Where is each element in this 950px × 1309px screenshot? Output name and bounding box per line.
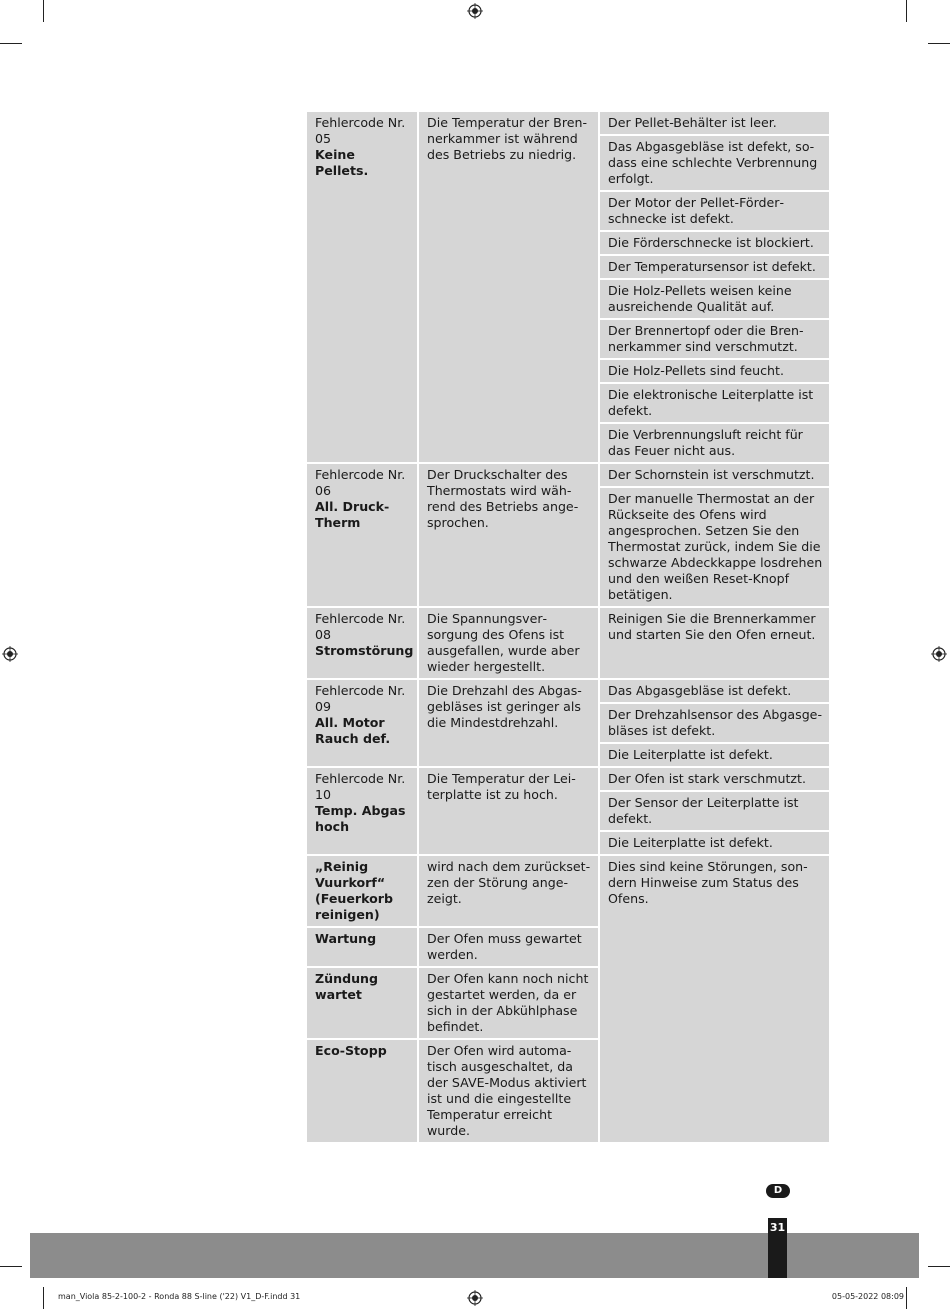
notice-name-text: Eco-Stopp	[315, 1043, 387, 1058]
error-name: All. Druck-Therm	[315, 499, 390, 530]
error-code: Fehlercode Nr. 05	[315, 115, 406, 146]
error-cause: Die Leiterplatte ist defekt.	[600, 832, 829, 854]
error-code-cell	[307, 768, 417, 854]
table-row	[307, 112, 829, 134]
notice-name-text: „Reinig Vuurkorf“ (Feuerkorb reinigen)	[315, 859, 394, 922]
notice-name-text: Zündung wartet	[315, 971, 379, 1002]
error-code-table	[305, 110, 831, 1144]
error-code-cell	[307, 112, 417, 462]
error-cause: Der Temperatursensor ist defekt.	[600, 256, 829, 278]
table-row	[307, 768, 829, 790]
notice-name-text: Wartung	[315, 931, 377, 946]
table-row	[307, 856, 829, 926]
error-cause: Der Pellet-Behälter ist leer.	[600, 112, 829, 134]
error-cause: Das Abgasgebläse ist defekt.	[600, 680, 829, 702]
notice-name	[307, 856, 417, 926]
error-name: All. Motor Rauch def.	[315, 715, 391, 746]
registration-mark-icon	[2, 646, 18, 662]
crop-mark	[0, 1266, 22, 1267]
table-row	[307, 608, 829, 678]
error-name: Temp. Abgas hoch	[315, 803, 406, 834]
notices-note: Dies sind keine Störungen, sondern Hinweise zum Status des Ofens.	[600, 856, 829, 1142]
crop-mark	[43, 0, 44, 22]
error-cause: Die Verbrennungsluft reicht für das Feuer nicht aus.	[600, 424, 829, 462]
error-code-cell	[307, 680, 417, 766]
crop-mark	[906, 0, 907, 22]
notice-description: Der Ofen wird automatisch ausgeschaltet, da der SAVE-Modus aktiviert ist und die eingestellte Temperatur erreicht wurde.	[419, 1040, 598, 1142]
error-cause: Die Holz-Pellets weisen keine ausreichende Qualität auf.	[600, 280, 829, 318]
error-code: Fehlercode Nr. 06	[315, 467, 406, 498]
notice-description: wird nach dem zurücksetzen der Störung angezeigt.	[419, 856, 598, 926]
error-cause: Die Förderschnecke ist blockiert.	[600, 232, 829, 254]
error-code-cell	[307, 464, 417, 606]
error-cause: Der manuelle Thermostat an der Rückseite des Ofens wird angesprochen. Setzen Sie den Thermostat zurück, indem Sie die schwarze Abdeckkappe losdrehen und den weißen Reset-Knopf betätigen.	[600, 488, 829, 606]
crop-mark	[906, 1287, 907, 1309]
registration-mark-icon	[467, 1290, 483, 1306]
crop-mark	[928, 43, 950, 44]
error-description: Der Druckschalter des Thermostats wird während des Betriebs angesprochen.	[419, 464, 598, 606]
table-row	[307, 464, 829, 486]
crop-mark	[928, 1266, 950, 1267]
notice-name	[307, 928, 417, 966]
language-badge: D	[766, 1184, 790, 1198]
error-cause: Der Brennertopf oder die Brennerkammer sind verschmutzt.	[600, 320, 829, 358]
error-name: Keine Pellets.	[315, 147, 369, 178]
error-description: Die Temperatur der Brennerkammer ist während des Betriebs zu niedrig.	[419, 112, 598, 462]
error-name: Stromstörung	[315, 643, 414, 658]
error-description: Die Drehzahl des Abgasgebläses ist geringer als die Mindestdrehzahl.	[419, 680, 598, 766]
error-cause: Der Motor der Pellet-Förderschnecke ist defekt.	[600, 192, 829, 230]
error-code: Fehlercode Nr. 09	[315, 683, 406, 714]
error-cause: Das Abgasgebläse ist defekt, sodass eine schlechte Verbrennung erfolgt.	[600, 136, 829, 190]
crop-mark	[0, 43, 22, 44]
error-cause: Der Drehzahlsensor des Abgasgebläses ist defekt.	[600, 704, 829, 742]
notice-description: Der Ofen kann noch nicht gestartet werden, da er sich in der Abkühlphase befindet.	[419, 968, 598, 1038]
error-cause: Reinigen Sie die Brennerkammer und starten Sie den Ofen erneut.	[600, 608, 829, 678]
notice-name	[307, 968, 417, 1038]
page-number: 31	[768, 1218, 787, 1278]
error-cause: Die Holz-Pellets sind feucht.	[600, 360, 829, 382]
error-code-cell	[307, 608, 417, 678]
table-row	[307, 680, 829, 702]
error-description: Die Temperatur der Leiterplatte ist zu hoch.	[419, 768, 598, 854]
slug-right: 05-05-2022 08:09	[831, 1292, 904, 1301]
crop-mark	[43, 1287, 44, 1309]
error-cause: Der Ofen ist stark verschmutzt.	[600, 768, 829, 790]
error-cause: Die Leiterplatte ist defekt.	[600, 744, 829, 766]
error-code: Fehlercode Nr. 10	[315, 771, 406, 802]
error-code: Fehlercode Nr. 08	[315, 611, 406, 642]
slug-left: man_Viola 85-2-100-2 - Ronda 88 S-line ('22) V1_D-F.indd 31	[58, 1292, 301, 1301]
error-cause: Die elektronische Leiterplatte ist defekt.	[600, 384, 829, 422]
error-description: Die Spannungsversorgung des Ofens ist ausgefallen, wurde aber wieder hergestellt.	[419, 608, 598, 678]
error-cause: Der Schornstein ist verschmutzt.	[600, 464, 829, 486]
notice-description: Der Ofen muss gewartet werden.	[419, 928, 598, 966]
notice-name	[307, 1040, 417, 1142]
error-cause: Der Sensor der Leiterplatte ist defekt.	[600, 792, 829, 830]
registration-mark-icon	[931, 646, 947, 662]
registration-mark-icon	[467, 3, 483, 19]
